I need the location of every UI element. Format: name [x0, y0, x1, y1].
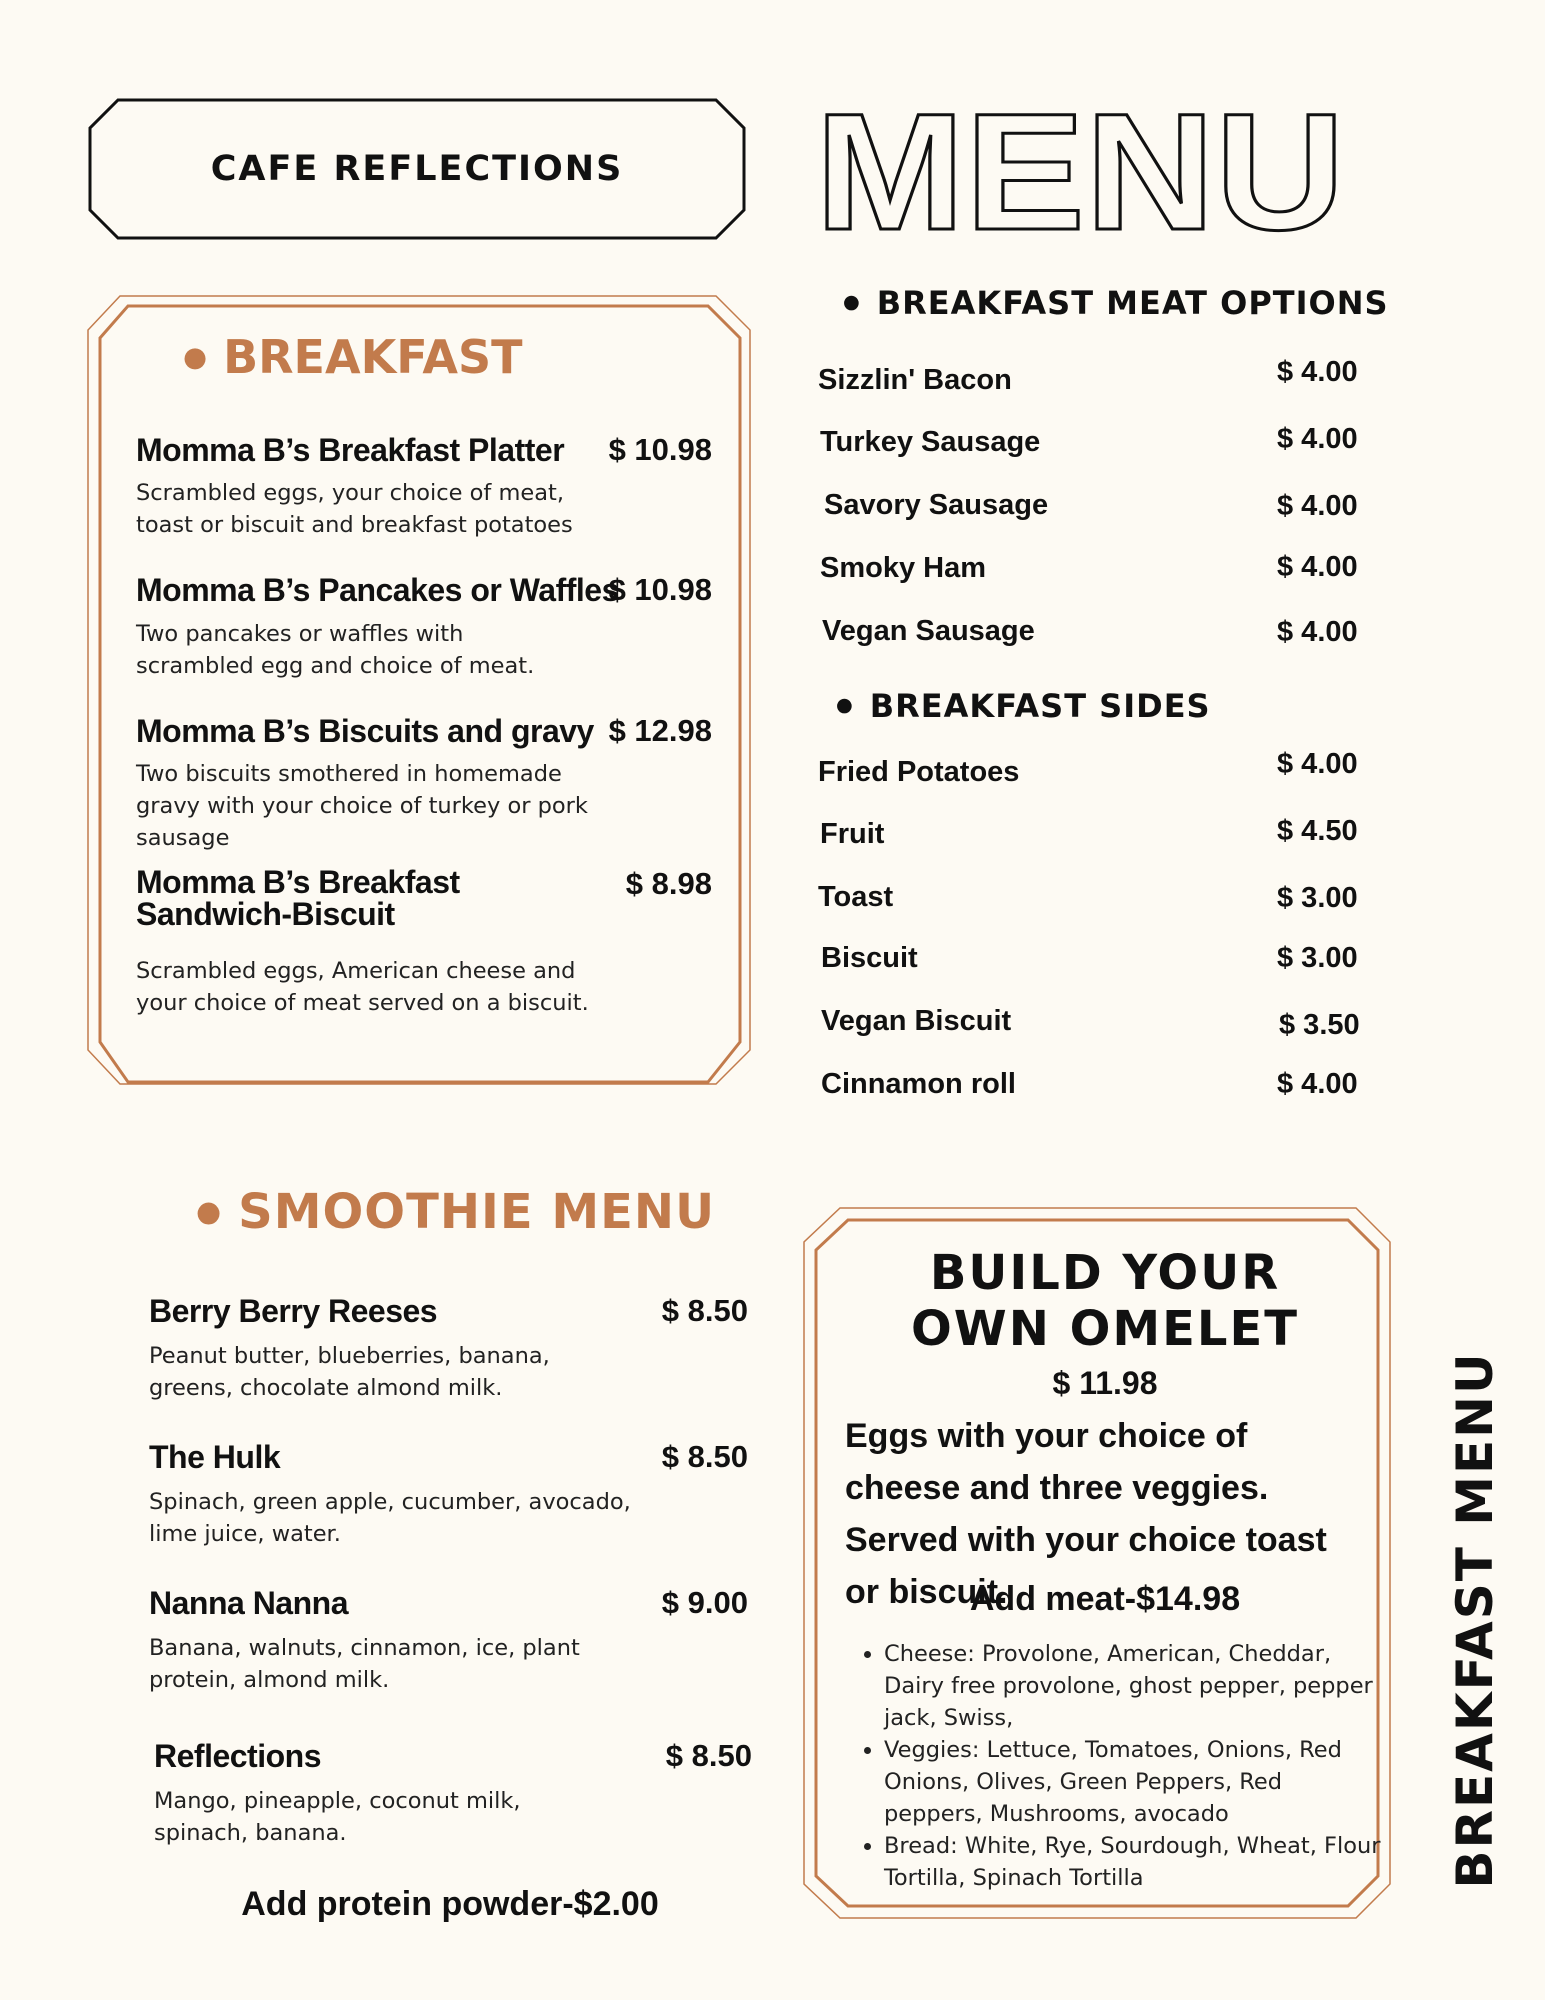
side-item-name: Cinnamon roll — [821, 1068, 1016, 1100]
smoothie-item-price: $ 8.50 — [665, 1738, 752, 1773]
omelet-option: • Veggies: Lettuce, Tomatoes, Onions, Red Onions, Olives, Green Peppers, Red peppers, Mushrooms, avocado — [884, 1734, 1384, 1830]
bullet-icon: ● — [183, 340, 208, 373]
smoothie-item-name: The Hulk — [149, 1439, 281, 1475]
breakfast-item-name: Momma B’s Biscuits and gravy — [136, 713, 594, 749]
side-item-price: $ 4.00 — [1277, 1068, 1358, 1100]
side-item-name: Vegan Biscuit — [821, 1005, 1012, 1037]
breakfast-item-name: Momma B’s Breakfast Platter — [136, 432, 565, 468]
meat-item-name: Vegan Sausage — [822, 615, 1035, 647]
side-item-price: $ 4.50 — [1277, 815, 1358, 847]
omelet-title-line: BUILD YOUR — [929, 1245, 1281, 1301]
breakfast-item-desc: Two biscuits smothered in homemade gravy with your choice of turkey or pork sausage — [136, 761, 588, 851]
side-title: BREAKFAST MENU — [1446, 1351, 1504, 1889]
meat-item-name: Savory Sausage — [824, 489, 1049, 521]
breakfast-item-desc: Scrambled eggs, American cheese and your choice of meat served on a biscuit. — [136, 958, 589, 1016]
breakfast-item-price: $ 12.98 — [608, 713, 712, 748]
meat-item-price: $ 4.00 — [1277, 551, 1358, 583]
breakfast-item-price: $ 10.98 — [608, 432, 712, 467]
meat-item-price: $ 4.00 — [1277, 423, 1358, 455]
meat-item-price: $ 4.00 — [1277, 616, 1358, 648]
side-item-name: Biscuit — [821, 942, 918, 974]
breakfast-item-name: Momma B’s Breakfast Sandwich-Biscuit — [136, 864, 460, 932]
omelet-option: • Bread: White, Rye, Sourdough, Wheat, Flour Tortilla, Spinach Tortilla — [884, 1830, 1384, 1894]
breakfast-item-name: Momma B’s Pancakes or Waffles — [136, 572, 619, 608]
smoothie-item-name: Nanna Nanna — [149, 1585, 348, 1621]
breakfast-item-price: $ 10.98 — [608, 572, 712, 607]
breakfast-item-desc: Two pancakes or waffles with scrambled egg and choice of meat. — [136, 621, 535, 679]
smoothie-item-desc: Banana, walnuts, cinnamon, ice, plant protein, almond milk. — [149, 1635, 580, 1693]
omelet-title — [850, 1245, 1360, 1357]
omelet-add-meat: Add meat-$14.98 — [969, 1580, 1241, 1618]
smoothie-item-name: Berry Berry Reeses — [149, 1293, 438, 1329]
brand-name: CAFE REFLECTIONS — [210, 149, 624, 189]
side-item-price: $ 4.00 — [1277, 748, 1358, 780]
omelet-options-list — [862, 1638, 1384, 1894]
meat-item-price: $ 4.00 — [1277, 356, 1358, 388]
side-item-price: $ 3.50 — [1279, 1009, 1360, 1041]
side-item-price: $ 3.00 — [1277, 882, 1358, 914]
omelet-option: • Cheese: Provolone, American, Cheddar, Dairy free provolone, ghost pepper, pepper jack, Swiss, — [884, 1638, 1384, 1734]
sides-heading: ● BREAKFAST SIDES — [836, 687, 1211, 725]
meat-options-heading: ● BREAKFAST MEAT OPTIONS — [843, 284, 1389, 322]
omelet-description: Eggs with your choice of cheese and three veggies. Served with your choice toast or biscuit. — [845, 1417, 1327, 1611]
smoothie-heading: ● SMOOTHIE MENU — [196, 1184, 716, 1240]
protein-addon: Add protein powder-$2.00 — [241, 1885, 659, 1923]
bullet-icon: ● — [836, 692, 854, 716]
breakfast-heading: ● BREAKFAST — [183, 330, 523, 384]
menu-title — [815, 95, 1355, 245]
side-item-name: Fruit — [820, 818, 885, 850]
smoothie-item-name: Reflections — [154, 1738, 321, 1774]
meat-item-name: Sizzlin' Bacon — [818, 364, 1012, 396]
meat-item-price: $ 4.00 — [1277, 490, 1358, 522]
smoothie-item-price: $ 8.50 — [661, 1293, 748, 1328]
bullet-icon: ● — [843, 289, 861, 313]
breakfast-item-desc: Scrambled eggs, your choice of meat, toast or biscuit and breakfast potatoes — [136, 480, 573, 538]
breakfast-item-price: $ 8.98 — [625, 866, 712, 901]
smoothie-item-desc: Mango, pineapple, coconut milk, spinach, banana. — [154, 1788, 521, 1846]
smoothie-item-price: $ 9.00 — [661, 1585, 748, 1620]
omelet-title-line: OWN OMELET — [910, 1301, 1300, 1357]
side-item-name: Toast — [818, 881, 894, 913]
omelet-price: $ 11.98 — [1052, 1365, 1158, 1401]
bullet-icon: ● — [196, 1194, 223, 1228]
smoothie-item-price: $ 8.50 — [661, 1439, 748, 1474]
smoothie-item-desc: Spinach, green apple, cucumber, avocado, lime juice, water. — [149, 1489, 631, 1547]
menu-title-text: MENU — [815, 95, 1345, 245]
smoothie-item-desc: Peanut butter, blueberries, banana, greens, chocolate almond milk. — [149, 1343, 550, 1401]
meat-item-name: Turkey Sausage — [820, 426, 1041, 458]
meat-item-name: Smoky Ham — [820, 552, 987, 584]
side-item-name: Fried Potatoes — [818, 756, 1020, 788]
side-item-price: $ 3.00 — [1277, 942, 1358, 974]
